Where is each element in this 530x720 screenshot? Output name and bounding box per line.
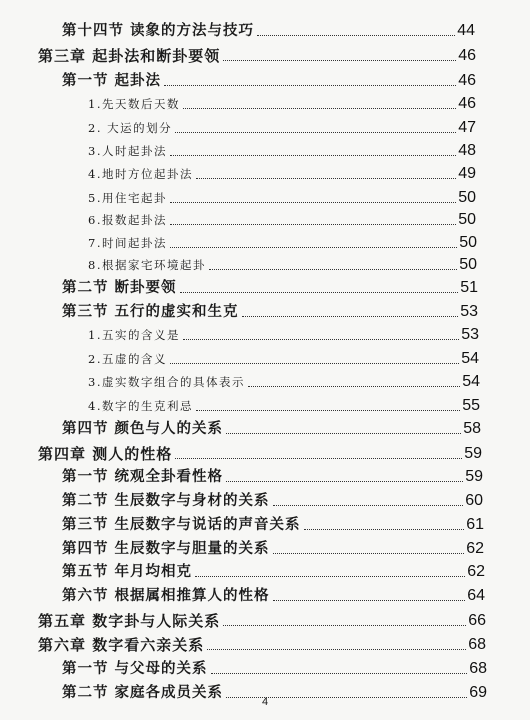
toc-entry (62, 562, 485, 582)
dot-leader (196, 177, 456, 179)
dot-leader (223, 624, 466, 626)
toc-entry-title: 3.人时起卦法 (88, 144, 167, 158)
toc-entry-title: 3.虚实数字组合的具体表示 (88, 375, 245, 389)
toc-entry-title: 第四节 颜色与人的关系 (62, 420, 224, 437)
dot-leader (273, 504, 464, 506)
toc-entry-page: 46 (458, 72, 476, 89)
toc-entry-page: 54 (461, 350, 479, 367)
toc-entry-title: 第十四节 读象的方法与技巧 (62, 22, 255, 39)
toc-entry-page: 50 (458, 189, 476, 206)
toc-entry-page: 62 (467, 563, 485, 580)
toc-entry-page: 47 (458, 119, 476, 136)
toc-entry (88, 188, 476, 208)
toc-entry-page: 49 (458, 165, 476, 182)
dot-leader (248, 385, 460, 387)
dot-leader (273, 552, 465, 554)
toc-entry (88, 325, 479, 345)
toc-entry-page: 59 (465, 468, 483, 485)
toc-entry-page: 59 (464, 445, 482, 462)
toc-entry-page: 64 (467, 587, 485, 604)
toc-entry (62, 515, 484, 535)
toc-entry (62, 21, 475, 41)
dot-leader (209, 268, 457, 270)
toc-entry (88, 210, 476, 230)
toc-entry (88, 349, 479, 369)
toc-entry-title: 第四节 生辰数字与胆量的关系 (62, 540, 270, 557)
toc-entry-page: 68 (468, 636, 486, 653)
toc-entry (88, 94, 476, 114)
toc-entry (88, 233, 477, 253)
dot-leader (207, 648, 466, 650)
toc-entry-page: 48 (458, 142, 476, 159)
dot-leader (223, 59, 456, 61)
toc-entry-page: 60 (465, 492, 483, 509)
toc-entry-title: 4.数字的生克利忌 (88, 399, 193, 413)
toc-entry-title: 第六节 根据属相推算人的性格 (62, 587, 270, 604)
toc-entry-title: 第六章 数字看六亲关系 (38, 636, 205, 654)
toc-entry-title: 第二节 断卦要领 (62, 279, 177, 296)
dot-leader (164, 84, 456, 86)
toc-entry (62, 71, 476, 91)
toc-entry-title: 1.先天数后天数 (88, 97, 180, 111)
toc-entry-page: 54 (462, 373, 480, 390)
toc-entry-title: 8.根据家宅环境起卦 (88, 258, 206, 272)
dot-leader (183, 107, 456, 109)
toc-entry-page: 69 (469, 684, 487, 701)
toc-entry-title: 第一节 起卦法 (62, 72, 162, 89)
toc-entry-title: 6.报数起卦法 (88, 213, 167, 227)
dot-leader (273, 599, 466, 601)
toc-entry-page: 50 (459, 256, 477, 273)
dot-leader (170, 154, 456, 156)
toc-entry (62, 586, 485, 606)
toc-entry-title: 第三节 生辰数字与说话的声音关系 (62, 516, 301, 533)
toc-entry-title: 第一节 统观全卦看性格 (62, 468, 224, 485)
toc-entry (38, 635, 486, 655)
toc-entry (62, 539, 484, 559)
dot-leader (175, 131, 456, 133)
dot-leader (196, 409, 460, 411)
toc-entry-page: 50 (458, 211, 476, 228)
toc-entry-page: 46 (458, 47, 476, 64)
dot-leader (211, 672, 468, 674)
toc-entry-page: 61 (466, 516, 484, 533)
toc-entry-page: 44 (457, 22, 475, 39)
toc-entry-title: 1.五实的含义是 (88, 328, 180, 342)
toc-entry-title: 第五章 数字卦与人际关系 (38, 612, 221, 630)
toc-entry (88, 164, 476, 184)
toc-entry-title: 5.用住宅起卦 (88, 191, 167, 205)
toc-entry-page: 51 (460, 279, 478, 296)
dot-leader (175, 457, 462, 459)
dot-leader (170, 246, 457, 248)
toc-entry-title: 2. 大运的划分 (88, 121, 173, 135)
toc-entry-title: 第二节 家庭各成员关系 (62, 684, 224, 701)
toc-entry (88, 255, 477, 275)
toc-entry (62, 659, 487, 679)
toc-entry-title: 2.五虚的含义 (88, 352, 167, 366)
toc-entry (88, 118, 476, 138)
toc-entry-page: 55 (462, 397, 480, 414)
toc-entry (62, 419, 481, 439)
page-number: 4 (261, 696, 269, 708)
dot-leader (195, 575, 465, 577)
dot-leader (242, 315, 459, 317)
toc-entry (88, 141, 476, 161)
toc-entry-page: 50 (459, 234, 477, 251)
toc-entry-title: 4.地时方位起卦法 (88, 167, 193, 181)
toc-entry-title: 第五节 年月均相克 (62, 563, 193, 580)
toc-entry-page: 58 (463, 420, 481, 437)
toc-entry-page: 66 (468, 612, 486, 629)
dot-leader (304, 528, 465, 530)
toc-entry-title: 第三章 起卦法和断卦要领 (38, 47, 221, 65)
toc-entry (38, 444, 482, 464)
toc-entry (62, 467, 483, 487)
dot-leader (257, 34, 455, 36)
toc-entry (88, 396, 480, 416)
toc-entry-page: 46 (458, 95, 476, 112)
toc-entry-title: 第二节 生辰数字与身材的关系 (62, 492, 270, 509)
dot-leader (180, 291, 459, 293)
toc-entry-page: 68 (469, 660, 487, 677)
toc-entry (88, 372, 480, 392)
toc-entry (62, 302, 478, 322)
dot-leader (170, 201, 456, 203)
toc-entry (38, 46, 476, 66)
toc-entry-title: 第三节 五行的虚实和生克 (62, 303, 239, 320)
dot-leader (170, 362, 459, 364)
toc-entry-title: 第四章 测人的性格 (38, 445, 173, 463)
toc-entry-page: 62 (466, 540, 484, 557)
dot-leader (170, 223, 456, 225)
toc-entry (62, 278, 478, 298)
toc-entry (38, 611, 486, 631)
dot-leader (183, 338, 459, 340)
dot-leader (226, 432, 461, 434)
dot-leader (226, 480, 463, 482)
toc-entry-page: 53 (460, 303, 478, 320)
toc-entry-title: 7.时间起卦法 (88, 236, 167, 250)
toc-entry (62, 491, 483, 511)
toc-entry-page: 53 (461, 326, 479, 343)
toc-entry-title: 第一节 与父母的关系 (62, 660, 208, 677)
